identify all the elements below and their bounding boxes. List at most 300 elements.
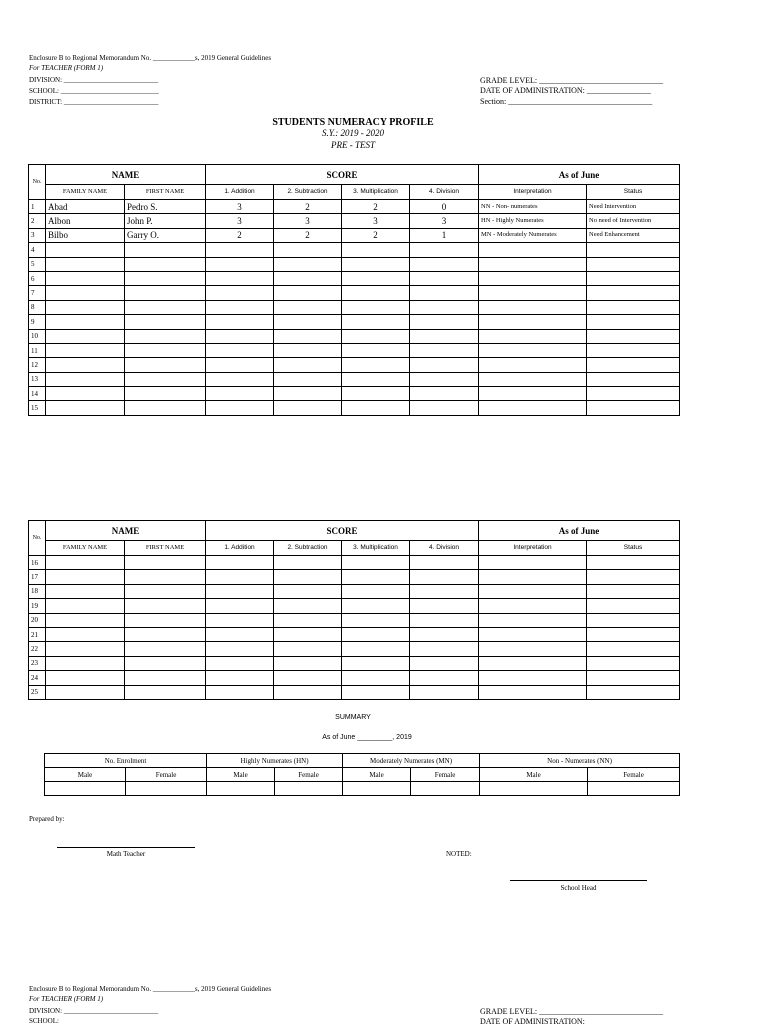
family-name-cell <box>46 243 125 257</box>
profile-table-2 <box>28 520 680 700</box>
interpretation-cell <box>479 685 587 699</box>
interpretation-cell <box>479 556 587 570</box>
table-row <box>29 315 680 329</box>
interpretation-cell <box>479 627 587 641</box>
addition-score: 3 <box>206 214 274 228</box>
multiplication-score <box>342 343 410 357</box>
first-name-cell <box>125 243 206 257</box>
first-name-cell <box>125 271 206 285</box>
division-score <box>410 613 479 627</box>
subtraction-score <box>274 315 342 329</box>
multiplication-score <box>342 243 410 257</box>
first-name-cell: John P. <box>125 214 206 228</box>
interpretation-cell <box>479 343 587 357</box>
subtraction-score <box>274 401 342 415</box>
multiplication-score <box>342 387 410 401</box>
subtraction-score <box>274 599 342 613</box>
family-name-cell <box>46 613 125 627</box>
addition-score <box>206 570 274 584</box>
table-row <box>29 286 680 300</box>
table-row <box>29 372 680 386</box>
col-family-name: FAMILY NAME <box>46 541 125 556</box>
status-cell <box>587 315 680 329</box>
row-number: 15 <box>29 401 46 415</box>
col-first-name: FIRST NAME <box>125 185 206 200</box>
subtraction-score <box>274 613 342 627</box>
interpretation-cell <box>479 286 587 300</box>
subtraction-score <box>274 271 342 285</box>
col-subtraction: 2. Subtraction <box>274 541 342 556</box>
section-field: Section: ____________________________________ <box>480 97 653 106</box>
table-row <box>29 358 680 372</box>
interpretation-cell: HN - Highly Numerates <box>479 214 587 228</box>
table-row <box>29 214 680 228</box>
first-name-cell: Pedro S. <box>125 200 206 214</box>
division-score: 3 <box>410 214 479 228</box>
subtraction-score <box>274 286 342 300</box>
table-row <box>29 343 680 357</box>
row-number: 1 <box>29 200 46 214</box>
first-name-cell <box>125 642 206 656</box>
multiplication-score <box>342 271 410 285</box>
enclosure-text: Enclosure B to Regional Memorandum No. ____________s, 2019 General Guidelines <box>29 985 272 993</box>
subtraction-score <box>274 343 342 357</box>
subtraction-score: 3 <box>274 214 342 228</box>
interpretation-cell <box>479 584 587 598</box>
school-field: SCHOOL: <box>29 1017 59 1025</box>
interpretation-cell <box>479 642 587 656</box>
col-first-name: FIRST NAME <box>125 541 206 556</box>
division-score: 0 <box>410 200 479 214</box>
first-name-cell <box>125 570 206 584</box>
division-score <box>410 343 479 357</box>
subtraction-score <box>274 671 342 685</box>
addition-score <box>206 271 274 285</box>
division-score <box>410 300 479 314</box>
subtraction-score <box>274 257 342 271</box>
addition-score <box>206 401 274 415</box>
row-number: 17 <box>29 570 46 584</box>
first-name-cell <box>125 656 206 670</box>
family-name-cell <box>46 315 125 329</box>
family-name-cell: Abad <box>46 200 125 214</box>
summary-cell <box>480 782 588 796</box>
col-multiplication: 3. Multiplication <box>342 185 410 200</box>
test-type: PRE - TEST <box>331 140 375 150</box>
row-number: 14 <box>29 387 46 401</box>
addition-score: 2 <box>206 228 274 242</box>
summary-cell <box>207 782 275 796</box>
multiplication-score <box>342 401 410 415</box>
school-field: SCHOOL: ____________________________ <box>29 87 159 95</box>
status-cell <box>587 372 680 386</box>
first-name-cell <box>125 343 206 357</box>
multiplication-score <box>342 656 410 670</box>
col-as-of: As of June <box>479 521 680 541</box>
row-number: 10 <box>29 329 46 343</box>
addition-score <box>206 372 274 386</box>
subtraction-score: 2 <box>274 228 342 242</box>
first-name-cell <box>125 401 206 415</box>
first-name-cell <box>125 685 206 699</box>
row-number: 11 <box>29 343 46 357</box>
subtraction-score <box>274 372 342 386</box>
addition-score <box>206 656 274 670</box>
family-name-cell <box>46 271 125 285</box>
interpretation-cell <box>479 257 587 271</box>
status-cell <box>587 329 680 343</box>
math-teacher-label: Math Teacher <box>106 850 146 858</box>
division-score <box>410 243 479 257</box>
col-status: Status <box>587 541 680 556</box>
addition-score <box>206 387 274 401</box>
addition-score <box>206 671 274 685</box>
subtraction-score <box>274 556 342 570</box>
status-cell <box>587 627 680 641</box>
teacher-signature-line <box>57 847 195 848</box>
district-field: DISTRICT: ___________________________ <box>29 98 159 106</box>
row-number: 13 <box>29 372 46 386</box>
col-status: Status <box>587 185 680 200</box>
summary-nn: Non - Numerates (NN) <box>480 754 680 768</box>
addition-score <box>206 685 274 699</box>
status-cell <box>587 642 680 656</box>
summary-cell <box>275 782 343 796</box>
table-row <box>29 642 680 656</box>
summary-cell <box>45 782 126 796</box>
division-score <box>410 358 479 372</box>
col-division: 4. Division <box>410 541 479 556</box>
col-interpretation: Interpretation <box>479 185 587 200</box>
subtraction-score <box>274 627 342 641</box>
col-no: No. <box>29 521 46 556</box>
addition-score <box>206 243 274 257</box>
table-row <box>29 329 680 343</box>
status-cell <box>587 401 680 415</box>
interpretation-cell <box>479 372 587 386</box>
division-score <box>410 556 479 570</box>
interpretation-cell <box>479 570 587 584</box>
addition-score <box>206 329 274 343</box>
row-number: 22 <box>29 642 46 656</box>
summary-cell <box>126 782 207 796</box>
row-number: 5 <box>29 257 46 271</box>
subtraction-score <box>274 584 342 598</box>
date-admin-field: DATE OF ADMINISTRATION: ________________ <box>480 86 651 95</box>
multiplication-score <box>342 584 410 598</box>
col-as-of: As of June <box>479 165 680 185</box>
first-name-cell <box>125 286 206 300</box>
multiplication-score <box>342 671 410 685</box>
family-name-cell <box>46 343 125 357</box>
subtraction-score <box>274 243 342 257</box>
summary-as-of: As of June _________, 2019 <box>322 734 412 741</box>
row-number: 24 <box>29 671 46 685</box>
division-score <box>410 257 479 271</box>
table-row <box>29 556 680 570</box>
head-signature-line <box>510 880 647 881</box>
status-cell <box>587 271 680 285</box>
status-cell <box>587 656 680 670</box>
profile-table-1 <box>28 164 680 416</box>
summary-mn: Moderately Numerates (MN) <box>343 754 480 768</box>
multiplication-score <box>342 613 410 627</box>
col-score: SCORE <box>206 165 479 185</box>
family-name-cell <box>46 570 125 584</box>
division-score <box>410 685 479 699</box>
subtraction-score <box>274 358 342 372</box>
first-name-cell <box>125 599 206 613</box>
addition-score <box>206 343 274 357</box>
family-name-cell: Bilbo <box>46 228 125 242</box>
status-cell <box>587 570 680 584</box>
first-name-cell <box>125 315 206 329</box>
col-multiplication: 3. Multiplication <box>342 541 410 556</box>
first-name-cell <box>125 387 206 401</box>
summary-cell <box>343 782 411 796</box>
division-score <box>410 372 479 386</box>
row-number: 9 <box>29 315 46 329</box>
addition-score: 3 <box>206 200 274 214</box>
summary-cell <box>411 782 480 796</box>
family-name-cell: Albon <box>46 214 125 228</box>
addition-score <box>206 257 274 271</box>
multiplication-score: 2 <box>342 228 410 242</box>
summary-female: Female <box>275 768 343 782</box>
col-subtraction: 2. Subtraction <box>274 185 342 200</box>
multiplication-score <box>342 300 410 314</box>
summary-title: SUMMARY <box>335 714 371 721</box>
row-number: 18 <box>29 584 46 598</box>
first-name-cell <box>125 300 206 314</box>
division-score <box>410 627 479 641</box>
multiplication-score <box>342 372 410 386</box>
multiplication-score <box>342 627 410 641</box>
multiplication-score <box>342 257 410 271</box>
multiplication-score <box>342 556 410 570</box>
subtraction-score <box>274 387 342 401</box>
row-number: 21 <box>29 627 46 641</box>
table-row <box>29 627 680 641</box>
first-name-cell <box>125 671 206 685</box>
first-name-cell <box>125 329 206 343</box>
division-score <box>410 570 479 584</box>
table-row <box>29 243 680 257</box>
status-cell <box>587 358 680 372</box>
family-name-cell <box>46 671 125 685</box>
multiplication-score: 3 <box>342 214 410 228</box>
division-score <box>410 642 479 656</box>
enclosure-text: Enclosure B to Regional Memorandum No. ____________s, 2019 General Guidelines <box>29 54 272 62</box>
family-name-cell <box>46 656 125 670</box>
col-score: SCORE <box>206 521 479 541</box>
col-no: No. <box>29 165 46 200</box>
division-score <box>410 271 479 285</box>
summary-hn: Highly Numerates (HN) <box>207 754 343 768</box>
status-cell <box>587 613 680 627</box>
row-number: 12 <box>29 358 46 372</box>
division-score <box>410 656 479 670</box>
subtraction-score <box>274 656 342 670</box>
subtraction-score: 2 <box>274 200 342 214</box>
table-row <box>29 656 680 670</box>
form-label: For TEACHER (FORM 1) <box>29 995 104 1003</box>
first-name-cell <box>125 372 206 386</box>
family-name-cell <box>46 401 125 415</box>
table-row <box>29 387 680 401</box>
table-row <box>29 613 680 627</box>
division-score <box>410 401 479 415</box>
table-row <box>29 271 680 285</box>
interpretation-cell <box>479 401 587 415</box>
interpretation-cell <box>479 599 587 613</box>
row-number: 19 <box>29 599 46 613</box>
first-name-cell <box>125 358 206 372</box>
first-name-cell <box>125 556 206 570</box>
addition-score <box>206 613 274 627</box>
summary-male: Male <box>343 768 411 782</box>
status-cell <box>587 556 680 570</box>
subtraction-score <box>274 300 342 314</box>
interpretation-cell <box>479 300 587 314</box>
table-row <box>29 401 680 415</box>
row-number: 2 <box>29 214 46 228</box>
subtraction-score <box>274 570 342 584</box>
row-number: 6 <box>29 271 46 285</box>
interpretation-cell <box>479 271 587 285</box>
subtraction-score <box>274 329 342 343</box>
summary-male: Male <box>45 768 126 782</box>
status-cell: Need Enhancement <box>587 228 680 242</box>
first-name-cell: Garry O. <box>125 228 206 242</box>
col-family-name: FAMILY NAME <box>46 185 125 200</box>
family-name-cell <box>46 685 125 699</box>
subtraction-score <box>274 685 342 699</box>
date-admin-field: DATE OF ADMINISTRATION: <box>480 1017 585 1026</box>
status-cell: Need Intervention <box>587 200 680 214</box>
status-cell <box>587 300 680 314</box>
division-score <box>410 329 479 343</box>
interpretation-cell <box>479 613 587 627</box>
multiplication-score <box>342 358 410 372</box>
addition-score <box>206 599 274 613</box>
interpretation-cell <box>479 358 587 372</box>
first-name-cell <box>125 584 206 598</box>
status-cell <box>587 584 680 598</box>
col-division: 4. Division <box>410 185 479 200</box>
status-cell <box>587 343 680 357</box>
status-cell <box>587 286 680 300</box>
division-score <box>410 315 479 329</box>
family-name-cell <box>46 300 125 314</box>
status-cell <box>587 387 680 401</box>
row-number: 3 <box>29 228 46 242</box>
multiplication-score <box>342 570 410 584</box>
family-name-cell <box>46 387 125 401</box>
addition-score <box>206 627 274 641</box>
addition-score <box>206 584 274 598</box>
multiplication-score <box>342 685 410 699</box>
row-number: 7 <box>29 286 46 300</box>
division-score <box>410 286 479 300</box>
family-name-cell <box>46 286 125 300</box>
row-number: 25 <box>29 685 46 699</box>
division-score <box>410 599 479 613</box>
family-name-cell <box>46 329 125 343</box>
table-row <box>29 685 680 699</box>
form-label: For TEACHER (FORM 1) <box>29 64 104 72</box>
interpretation-cell: NN - Non- numerates <box>479 200 587 214</box>
multiplication-score <box>342 315 410 329</box>
row-number: 4 <box>29 243 46 257</box>
status-cell <box>587 599 680 613</box>
table-row <box>29 257 680 271</box>
multiplication-score <box>342 599 410 613</box>
interpretation-cell <box>479 243 587 257</box>
table-row <box>29 584 680 598</box>
multiplication-score <box>342 329 410 343</box>
school-year: S.Y.: 2019 - 2020 <box>322 128 384 138</box>
table-row <box>29 599 680 613</box>
summary-cell <box>588 782 680 796</box>
addition-score <box>206 358 274 372</box>
row-number: 8 <box>29 300 46 314</box>
interpretation-cell <box>479 329 587 343</box>
interpretation-cell <box>479 387 587 401</box>
row-number: 23 <box>29 656 46 670</box>
multiplication-score <box>342 286 410 300</box>
col-name: NAME <box>46 521 206 541</box>
addition-score <box>206 315 274 329</box>
page-title: STUDENTS NUMERACY PROFILE <box>272 117 434 128</box>
summary-male: Male <box>207 768 275 782</box>
interpretation-cell: MN - Moderately Numerates <box>479 228 587 242</box>
school-head-label: School Head <box>560 884 597 892</box>
grade-level-field: GRADE LEVEL: _______________________________ <box>480 1007 664 1016</box>
family-name-cell <box>46 257 125 271</box>
multiplication-score <box>342 642 410 656</box>
col-addition: 1. Addition <box>206 541 274 556</box>
division-field: DIVISION: ___________________________ <box>29 1007 159 1015</box>
division-score: 1 <box>410 228 479 242</box>
division-score <box>410 584 479 598</box>
status-cell <box>587 671 680 685</box>
first-name-cell <box>125 627 206 641</box>
col-addition: 1. Addition <box>206 185 274 200</box>
status-cell <box>587 243 680 257</box>
status-cell <box>587 257 680 271</box>
row-number: 16 <box>29 556 46 570</box>
grade-level-field: GRADE LEVEL: _______________________________ <box>480 76 664 85</box>
multiplication-score: 2 <box>342 200 410 214</box>
table-row <box>29 300 680 314</box>
table-row <box>29 200 680 214</box>
status-cell <box>587 685 680 699</box>
summary-enrolment: No. Enrolment <box>45 754 207 768</box>
family-name-cell <box>46 584 125 598</box>
family-name-cell <box>46 358 125 372</box>
table-row <box>29 671 680 685</box>
addition-score <box>206 642 274 656</box>
status-cell: No need of Intervention <box>587 214 680 228</box>
addition-score <box>206 556 274 570</box>
col-name: NAME <box>46 165 206 185</box>
row-number: 20 <box>29 613 46 627</box>
family-name-cell <box>46 599 125 613</box>
interpretation-cell <box>479 656 587 670</box>
first-name-cell <box>125 257 206 271</box>
summary-female: Female <box>411 768 480 782</box>
